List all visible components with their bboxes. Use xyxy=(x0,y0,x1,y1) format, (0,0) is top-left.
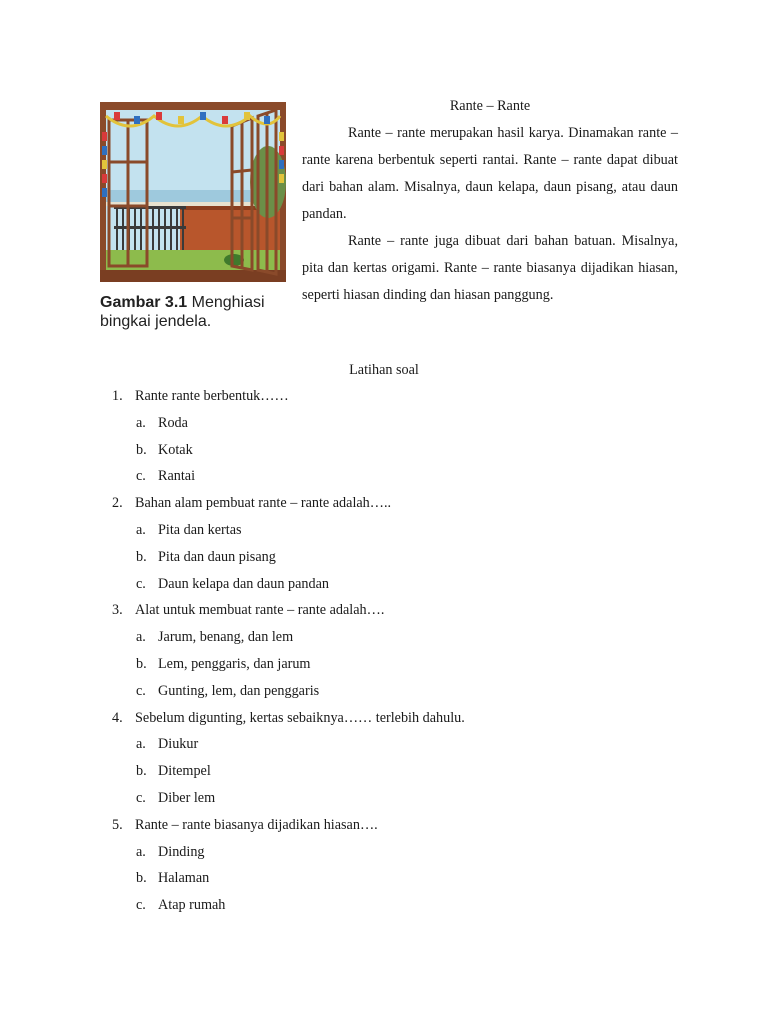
question-number: 5. xyxy=(112,816,123,833)
question-item xyxy=(112,597,712,704)
option-text: Kotak xyxy=(158,441,193,458)
option-text: Jarum, benang, dan lem xyxy=(158,629,294,646)
option-letter: a. xyxy=(136,629,146,646)
option-letter: b. xyxy=(136,763,147,780)
option-letter: a. xyxy=(136,736,146,753)
quiz-title: Latihan soal xyxy=(349,362,419,378)
option-letter: b. xyxy=(136,655,147,672)
option-text: Pita dan daun pisang xyxy=(158,548,276,565)
decorated-window-image xyxy=(100,102,286,282)
question-number: 2. xyxy=(112,495,123,512)
option-letter: b. xyxy=(136,441,147,458)
option-letter: a. xyxy=(136,843,146,860)
option-letter: c. xyxy=(136,468,146,485)
option-letter: c. xyxy=(136,789,146,806)
option-letter: a. xyxy=(136,521,146,538)
option-text: Diukur xyxy=(158,736,199,753)
option-letter: b. xyxy=(136,870,147,887)
quiz-list xyxy=(112,383,712,919)
question-text: Sebelum digunting, kertas sebaiknya…… terlebih dahulu. xyxy=(135,709,465,726)
option-text: Dinding xyxy=(158,843,205,860)
window-illustration-figure xyxy=(100,102,290,331)
option-letter: c. xyxy=(136,682,146,699)
option-letter: c. xyxy=(136,575,146,592)
question-text: Rante rante berbentuk…… xyxy=(135,388,289,404)
question-item xyxy=(112,812,712,919)
question-number: 1. xyxy=(112,388,123,404)
caption-text: Menghiasi bingkai jendela. xyxy=(100,294,265,330)
option-text: Atap rumah xyxy=(158,897,226,914)
question-number: 3. xyxy=(112,602,123,619)
option-letter: a. xyxy=(136,414,146,431)
option-letter: b. xyxy=(136,548,147,565)
article-paragraph: Rante – rante juga dibuat dari bahan batuan. Misalnya, pita dan kertas origami. Rante – rante biasanya dijadikan hiasan, seperti hiasan dinding dan hiasan panggung. xyxy=(302,233,678,303)
option-text: Diber lem xyxy=(158,789,216,806)
article-title: Rante – Rante xyxy=(449,98,531,114)
question-text: Rante – rante biasanya dijadikan hiasan…. xyxy=(135,816,378,833)
option-text: Rantai xyxy=(158,468,196,485)
question-number: 4. xyxy=(112,709,123,726)
question-item xyxy=(112,705,712,812)
option-text: Lem, penggaris, dan jarum xyxy=(158,655,311,672)
option-text: Roda xyxy=(158,414,188,431)
option-letter: c. xyxy=(136,897,146,914)
option-text: Gunting, lem, dan penggaris xyxy=(158,682,320,699)
option-text: Daun kelapa dan daun pandan xyxy=(158,575,329,592)
option-text: Pita dan kertas xyxy=(158,521,242,538)
question-item xyxy=(112,383,712,490)
question-text: Bahan alam pembuat rante – rante adalah….. xyxy=(135,495,392,512)
option-text: Halaman xyxy=(158,870,210,887)
question-text: Alat untuk membuat rante – rante adalah…. xyxy=(135,602,385,619)
figure-caption xyxy=(100,293,300,331)
article-paragraph: Rante – rante merupakan hasil karya. Dinamakan rante – rante karena berbentuk seperti rantai. Rante – rante dapat dibuat dari bahan alam. Misalnya, daun kelapa, daun pisang, atau daun pandan. xyxy=(302,125,678,222)
question-item xyxy=(112,490,712,597)
caption-label: Gambar 3.1 xyxy=(100,294,188,311)
option-text: Ditempel xyxy=(158,763,211,780)
article xyxy=(302,93,678,309)
